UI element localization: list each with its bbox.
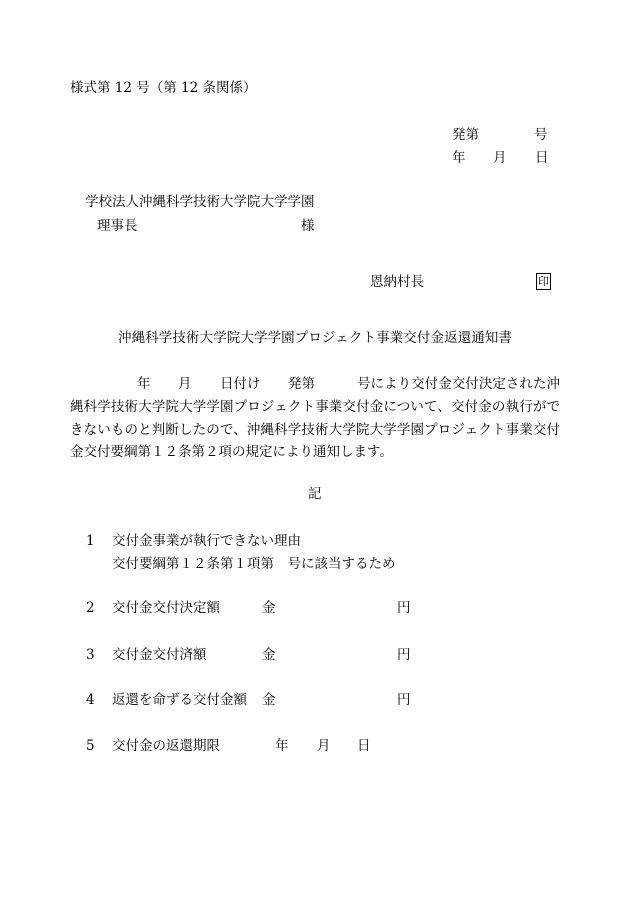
item-5-year: 年 <box>275 738 289 754</box>
issue-date-day: 日 <box>535 150 549 166</box>
issue-number-suffix: 号 <box>534 127 548 143</box>
body-line4: 金交付要綱第１２条第２項の規定により通知します。 <box>70 444 393 460</box>
item-4-amount-suffix: 円 <box>397 692 411 708</box>
item-4-amount-prefix: 金 <box>262 692 276 708</box>
item-3-label: 交付金交付済額 <box>112 647 207 663</box>
item-2-number: 2 <box>86 600 95 616</box>
item-5-month: 月 <box>317 738 331 754</box>
item-1-label: 交付金事業が執行できない理由 <box>112 533 301 549</box>
body-year: 年 <box>137 376 151 392</box>
sender-title: 恩納村長 <box>370 274 424 290</box>
ki-heading: 記 <box>308 486 322 502</box>
item-3-number: 3 <box>86 647 95 663</box>
issue-number-prefix: 発第 <box>452 127 479 143</box>
item-2-amount-prefix: 金 <box>262 600 276 616</box>
body-date-suffix: 日付け <box>220 376 261 392</box>
item-5-label: 交付金の返還期限 <box>112 738 220 754</box>
item-2-label: 交付金交付決定額 <box>112 600 220 616</box>
issue-date-month: 月 <box>493 150 507 166</box>
document-title: 沖縄科学技術大学院大学学園プロジェクト事業交付金返還通知書 <box>118 330 512 346</box>
issue-date-year: 年 <box>452 150 466 166</box>
item-3-amount-suffix: 円 <box>397 647 411 663</box>
item-5-number: 5 <box>86 738 95 754</box>
body-line2: 縄科学技術大学院大学学園プロジェクト事業交付金について、交付金の執行がで <box>70 399 560 415</box>
body-line3: きないものと判断したので、沖縄科学技術大学院大学学園プロジェクト事業交付 <box>70 422 560 438</box>
item-4-label: 返還を命ずる交付金額 <box>112 692 247 708</box>
body-line1-rest: 号により交付金交付決定された沖 <box>357 376 560 392</box>
item-1-detail: 交付要綱第１２条第１項第 号に該当するため <box>112 556 396 572</box>
recipient-organization: 学校法人沖縄科学技術大学院大学学園 <box>85 194 315 210</box>
recipient-honorific: 様 <box>301 218 315 234</box>
body-issue-prefix: 発第 <box>288 376 315 392</box>
item-3-amount-prefix: 金 <box>262 647 276 663</box>
body-month: 月 <box>178 376 192 392</box>
item-5-day: 日 <box>357 738 371 754</box>
recipient-title: 理事長 <box>97 218 138 234</box>
seal-box: 印 <box>538 275 549 288</box>
item-1-number: 1 <box>86 533 95 549</box>
form-number: 様式第 12 号（第 12 条関係） <box>70 80 257 96</box>
item-4-number: 4 <box>86 692 95 708</box>
item-2-amount-suffix: 円 <box>397 600 411 616</box>
